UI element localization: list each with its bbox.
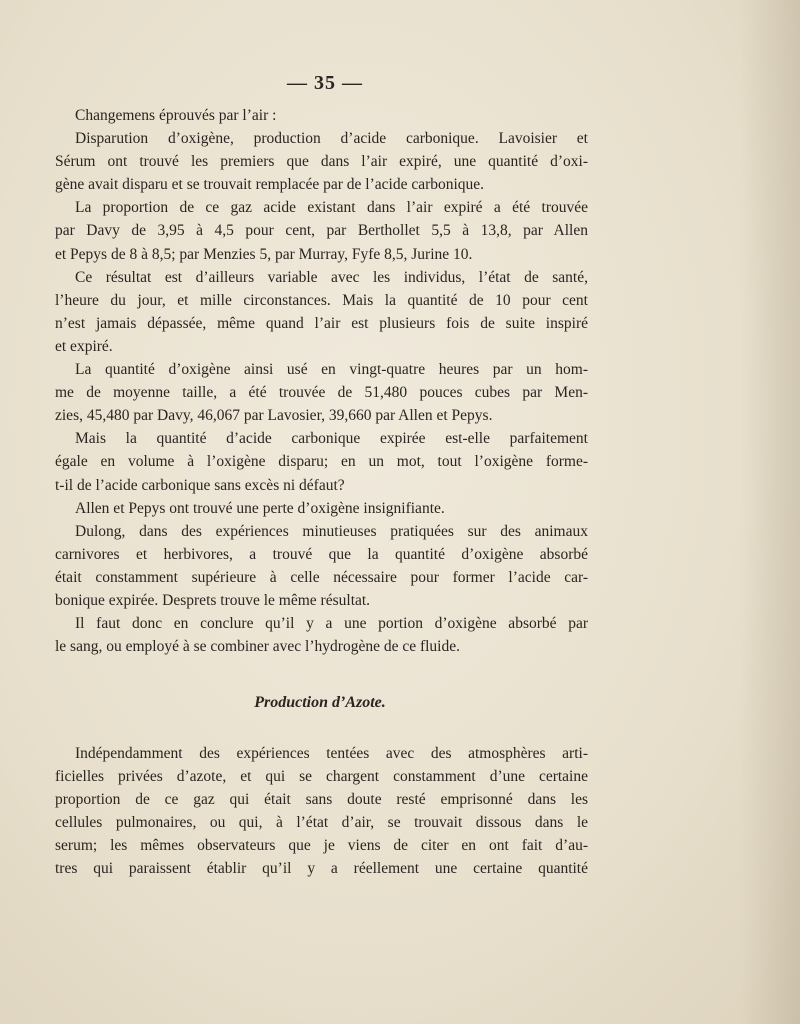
text-line: cellules pulmonaires, ou qui, à l’état d’air, se trouvait dissous dans le bbox=[55, 814, 588, 832]
text-line: ficielles privées d’azote, et qui se chargent constamment d’une certaine bbox=[55, 768, 588, 786]
text-line: proportion de ce gaz qui était sans doute resté emprisonné dans les bbox=[55, 791, 588, 809]
text-line: Disparution d’oxigène, production d’acide carbonique. Lavoisier et bbox=[75, 130, 588, 148]
text-line: Changemens éprouvés par l’air : bbox=[75, 107, 277, 124]
text-line: Indépendamment des expériences tentées avec des atmosphères arti- bbox=[75, 745, 588, 762]
paragraph bbox=[55, 520, 588, 612]
section-heading: Production d’Azote. bbox=[254, 694, 386, 711]
body-text-bottom bbox=[55, 742, 588, 881]
paragraph bbox=[55, 358, 588, 427]
paragraph bbox=[55, 427, 588, 496]
paragraph bbox=[55, 612, 588, 658]
text-line: Il faut donc en conclure qu’il y a une portion d’oxigène absorbé par bbox=[75, 615, 588, 633]
text-line: t-il de l’acide carbonique sans excès ni défaut? bbox=[55, 476, 345, 494]
text-line: et Pepys de 8 à 8,5; par Menzies 5, par Murray, Fyfe 8,5, Jurine 10. bbox=[55, 245, 473, 263]
paragraph bbox=[55, 742, 588, 881]
paragraph bbox=[55, 104, 588, 127]
text-line: me de moyenne taille, a été trouvée de 51,480 pouces cubes par Men- bbox=[55, 384, 588, 402]
text-line: était constamment supérieure à celle nécessaire pour former l’acide car- bbox=[55, 568, 588, 586]
body-text-top bbox=[55, 104, 588, 658]
page-number: — 35 — bbox=[287, 72, 363, 94]
text-line: Sérum ont trouvé les premiers que dans l’air expiré, une quantité d’oxi- bbox=[55, 153, 588, 171]
text-line: l’heure du jour, et mille circonstances. Mais la quantité de 10 pour cent bbox=[55, 291, 588, 309]
text-line: La proportion de ce gaz acide existant dans l’air expiré a été trouvée bbox=[75, 199, 588, 217]
text-line: La quantité d’oxigène ainsi usé en vingt-quatre heures par un hom- bbox=[75, 361, 588, 379]
text-line: gène avait disparu et se trouvait remplacée par de l’acide carbonique. bbox=[55, 176, 485, 194]
text-line: et expiré. bbox=[55, 337, 113, 355]
text-line: Ce résultat est d’ailleurs variable avec les individus, l’état de santé, bbox=[75, 268, 588, 286]
text-line: zies, 45,480 par Davy, 46,067 par Lavosier, 39,660 par Allen et Pepys. bbox=[55, 407, 493, 425]
paragraph bbox=[55, 196, 588, 265]
text-line: bonique expirée. Desprets trouve le même résultat. bbox=[55, 591, 371, 609]
page-gutter-shadow bbox=[740, 0, 800, 1024]
text-line: n’est jamais dépassée, même quand l’air est plusieurs fois de suite inspiré bbox=[55, 314, 588, 332]
text-line: serum; les mêmes observateurs que je viens de citer en ont fait d’au- bbox=[55, 837, 588, 855]
paragraph bbox=[55, 497, 588, 520]
text-line: Mais la quantité d’acide carbonique expirée est-elle parfaitement bbox=[75, 430, 588, 448]
text-line: carnivores et herbivores, a trouvé que la quantité d’oxigène absorbé bbox=[55, 545, 588, 563]
paragraph bbox=[55, 266, 588, 358]
text-line: Allen et Pepys ont trouvé une perte d’oxigène insignifiante. bbox=[75, 499, 445, 517]
text-line: le sang, ou employé à se combiner avec l’hydrogène de ce fluide. bbox=[55, 638, 460, 656]
text-line: Dulong, dans des expériences minutieuses pratiquées sur des animaux bbox=[75, 522, 588, 540]
paragraph bbox=[55, 127, 588, 196]
text-line: égale en volume à l’oxigène disparu; en un mot, tout l’oxigène forme- bbox=[55, 453, 588, 471]
text-line: par Davy de 3,95 à 4,5 pour cent, par Berthollet 5,5 à 13,8, par Allen bbox=[55, 222, 588, 240]
text-line: tres qui paraissent établir qu’il y a réellement une certaine quantité bbox=[55, 860, 588, 878]
